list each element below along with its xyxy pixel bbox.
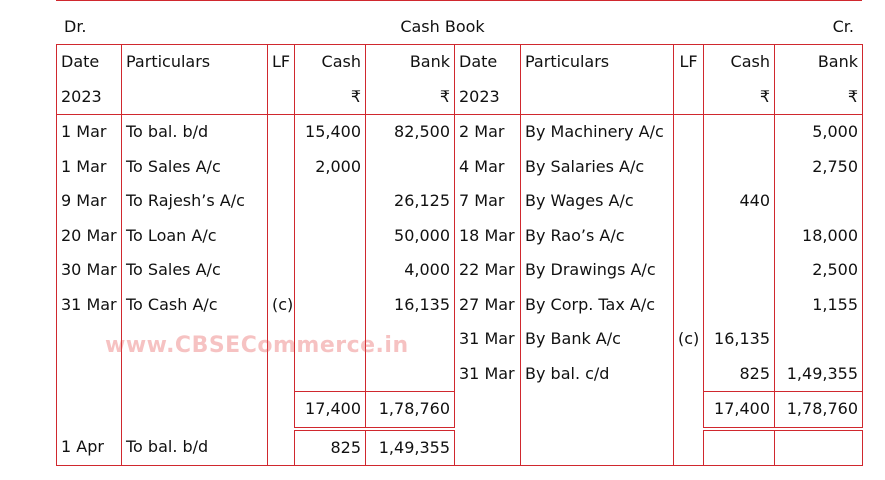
entry-particulars-dr <box>122 357 268 392</box>
rupee-symbol: ₹ <box>775 80 863 115</box>
balance-particulars: To bal. b/d <box>122 429 268 466</box>
entry-lf-cr <box>674 288 704 323</box>
empty-cell <box>521 80 674 115</box>
entry-date-dr: 9 Mar <box>57 184 122 219</box>
year-cr: 2023 <box>455 80 521 115</box>
entry-cash-dr: 15,400 <box>295 115 366 150</box>
entry-cash-dr <box>295 184 366 219</box>
entry-date-dr: 31 Mar <box>57 288 122 323</box>
entry-bank-dr: 16,135 <box>366 288 455 323</box>
entry-cash-dr <box>295 253 366 288</box>
entry-cash-cr <box>704 219 775 254</box>
empty-cell <box>704 429 775 466</box>
empty-cell <box>122 392 268 429</box>
entry-lf-cr <box>674 184 704 219</box>
ledger-row <box>57 357 863 392</box>
column-header-lf-dr: LF <box>268 45 295 80</box>
entry-date-cr: 2 Mar <box>455 115 521 150</box>
entry-date-cr: 4 Mar <box>455 150 521 185</box>
empty-cell <box>775 429 863 466</box>
entry-lf-dr <box>268 150 295 185</box>
entry-bank-dr: 82,500 <box>366 115 455 150</box>
entry-bank-dr <box>366 150 455 185</box>
total-cash-cr: 17,400 <box>704 392 775 429</box>
entry-cash-cr: 16,135 <box>704 322 775 357</box>
empty-cell <box>268 392 295 429</box>
entry-bank-cr: 2,750 <box>775 150 863 185</box>
balance-bank: 1,49,355 <box>366 429 455 466</box>
entry-cash-cr <box>704 150 775 185</box>
entry-particulars-cr: By Drawings A/c <box>521 253 674 288</box>
column-header-date-cr: Date <box>455 45 521 80</box>
entry-bank-dr: 26,125 <box>366 184 455 219</box>
entry-bank-dr: 4,000 <box>366 253 455 288</box>
entry-date-dr: 20 Mar <box>57 219 122 254</box>
entry-date-cr: 7 Mar <box>455 184 521 219</box>
entry-bank-cr <box>775 184 863 219</box>
entry-date-cr: 22 Mar <box>455 253 521 288</box>
entry-lf-cr <box>674 253 704 288</box>
entry-lf-dr <box>268 253 295 288</box>
empty-cell <box>521 392 674 429</box>
entry-date-cr: 27 Mar <box>455 288 521 323</box>
entry-particulars-cr: By Corp. Tax A/c <box>521 288 674 323</box>
credit-label: Cr. <box>832 17 854 36</box>
entry-bank-cr: 1,49,355 <box>775 357 863 392</box>
balance-date: 1 Apr <box>57 429 122 466</box>
ledger-row <box>57 184 863 219</box>
entry-particulars-cr: By Wages A/c <box>521 184 674 219</box>
rupee-symbol: ₹ <box>366 80 455 115</box>
entry-bank-cr: 1,155 <box>775 288 863 323</box>
cash-book-table <box>56 44 863 466</box>
opening-balance-row <box>57 429 863 466</box>
entry-particulars-dr: To Sales A/c <box>122 253 268 288</box>
ledger-row <box>57 288 863 323</box>
entry-date-dr: 1 Mar <box>57 115 122 150</box>
total-bank-dr: 1,78,760 <box>366 392 455 429</box>
totals-row <box>57 392 863 429</box>
entry-lf-dr <box>268 357 295 392</box>
year-currency-row <box>57 80 863 115</box>
empty-cell <box>674 429 704 466</box>
entry-cash-cr <box>704 288 775 323</box>
empty-cell <box>674 80 704 115</box>
total-cash-dr: 17,400 <box>295 392 366 429</box>
entry-lf-cr: (c) <box>674 322 704 357</box>
entry-particulars-dr: To bal. b/d <box>122 115 268 150</box>
column-header-row <box>57 45 863 80</box>
entry-bank-cr: 18,000 <box>775 219 863 254</box>
entry-cash-cr: 440 <box>704 184 775 219</box>
debit-label: Dr. <box>64 17 87 36</box>
entry-bank-dr: 50,000 <box>366 219 455 254</box>
entry-particulars-cr: By Bank A/c <box>521 322 674 357</box>
page-title: Cash Book <box>400 17 485 36</box>
column-header-cash-dr: Cash <box>295 45 366 80</box>
entry-cash-cr: 825 <box>704 357 775 392</box>
entry-particulars-dr: To Rajesh’s A/c <box>122 184 268 219</box>
entry-lf-dr <box>268 115 295 150</box>
ledger-row <box>57 253 863 288</box>
entry-lf-dr <box>268 219 295 254</box>
entry-bank-cr <box>775 322 863 357</box>
entry-lf-dr: (c) <box>268 288 295 323</box>
empty-cell <box>521 429 674 466</box>
watermark: www.CBSECommerce.in <box>105 333 409 358</box>
empty-cell <box>268 429 295 466</box>
empty-cell <box>455 429 521 466</box>
entry-cash-cr <box>704 253 775 288</box>
entry-particulars-dr: To Sales A/c <box>122 150 268 185</box>
empty-cell <box>122 80 268 115</box>
entry-date-dr: 30 Mar <box>57 253 122 288</box>
empty-cell <box>455 392 521 429</box>
empty-cell <box>268 80 295 115</box>
entry-lf-cr <box>674 219 704 254</box>
entry-date-cr: 18 Mar <box>455 219 521 254</box>
empty-cell <box>57 392 122 429</box>
column-header-particulars-cr: Particulars <box>521 45 674 80</box>
rupee-symbol: ₹ <box>704 80 775 115</box>
ledger-row <box>57 150 863 185</box>
rupee-symbol: ₹ <box>295 80 366 115</box>
top-rule <box>56 0 862 1</box>
column-header-bank-dr: Bank <box>366 45 455 80</box>
ledger-row <box>57 115 863 150</box>
column-header-date-dr: Date <box>57 45 122 80</box>
entry-particulars-cr: By bal. c/d <box>521 357 674 392</box>
balance-cash: 825 <box>295 429 366 466</box>
entry-particulars-cr: By Rao’s A/c <box>521 219 674 254</box>
entry-date-dr: 1 Mar <box>57 150 122 185</box>
entry-date-dr <box>57 357 122 392</box>
entry-date-cr: 31 Mar <box>455 322 521 357</box>
entry-cash-dr: 2,000 <box>295 150 366 185</box>
empty-cell <box>674 392 704 429</box>
entry-date-cr: 31 Mar <box>455 357 521 392</box>
entry-particulars-dr: To Cash A/c <box>122 288 268 323</box>
entry-lf-cr <box>674 115 704 150</box>
entry-bank-cr: 2,500 <box>775 253 863 288</box>
entry-lf-cr <box>674 150 704 185</box>
entry-cash-dr <box>295 288 366 323</box>
entry-lf-dr <box>268 184 295 219</box>
column-header-particulars-dr: Particulars <box>122 45 268 80</box>
column-header-bank-cr: Bank <box>775 45 863 80</box>
total-bank-cr: 1,78,760 <box>775 392 863 429</box>
entry-particulars-cr: By Machinery A/c <box>521 115 674 150</box>
year-dr: 2023 <box>57 80 122 115</box>
entry-cash-cr <box>704 115 775 150</box>
entry-particulars-dr: To Loan A/c <box>122 219 268 254</box>
entry-bank-dr <box>366 357 455 392</box>
entry-cash-dr <box>295 357 366 392</box>
entry-lf-cr <box>674 357 704 392</box>
entry-cash-dr <box>295 219 366 254</box>
column-header-lf-cr: LF <box>674 45 704 80</box>
column-header-cash-cr: Cash <box>704 45 775 80</box>
ledger-row <box>57 219 863 254</box>
entry-particulars-cr: By Salaries A/c <box>521 150 674 185</box>
entry-bank-cr: 5,000 <box>775 115 863 150</box>
